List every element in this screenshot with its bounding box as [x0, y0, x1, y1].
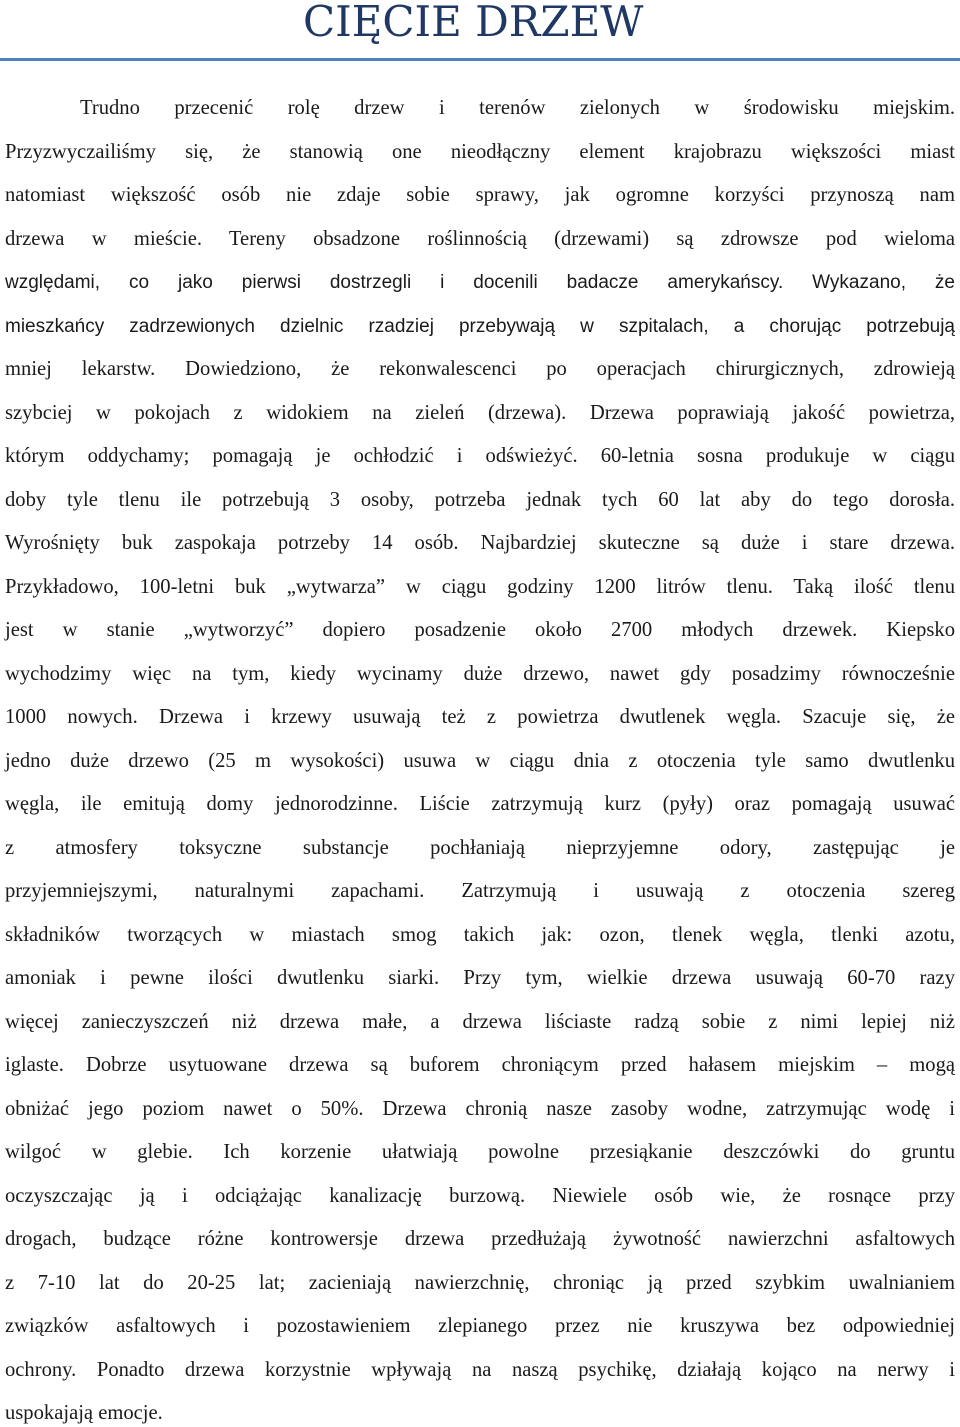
text-line: 1000 nowych. Drzewa i krzewy usuwają też z powietrza dwutlenek węgla. Szacuje się, że	[5, 706, 955, 728]
text-line: przyjemniejszymi, naturalnymi zapachami. Zatrzymują i usuwają z otoczenia szereg	[5, 880, 955, 902]
text-line: oczyszczając ją i odciążając kanalizację burzową. Niewiele osób wie, że rosnące przy	[5, 1184, 955, 1207]
text-line: Przyzwyczailiśmy się, że stanowią one nieodłączny element krajobrazu większości miast	[5, 140, 955, 163]
text-line: jest w stanie „wytworzyć” dopiero posadzenie około 2700 młodych drzewek. Kiepsko	[5, 619, 955, 641]
text-line: z atmosfery toksyczne substancje pochłaniają nieprzyjemne odory, zastępując je	[5, 836, 955, 859]
text-line: składników tworzących w miastach smog takich jak: ozon, tlenek węgla, tlenki azotu,	[5, 923, 955, 946]
text-line: natomiast większość osób nie zdaje sobie sprawy, jak ogromne korzyści przynoszą nam	[5, 184, 955, 206]
text-line: Trudno przecenić rolę drzew i terenów zielonych w środowisku miejskim.	[80, 97, 955, 119]
text-line: z 7-10 lat do 20-25 lat; zacieniają nawierzchnię, chroniąc ją przed szybkim uwalnianiem	[5, 1271, 955, 1294]
text-line: węgla, ile emitują domy jednorodzinne. Liście zatrzymują kurz (pyły) oraz pomagają usuwać	[5, 793, 955, 815]
text-line: amoniak i pewne ilości dwutlenku siarki. Przy tym, wielkie drzewa usuwają 60-70 razy	[5, 967, 955, 989]
text-line: iglaste. Dobrze usytuowane drzewa są buforem chroniącym przed hałasem miejskim – mogą	[5, 1054, 955, 1076]
text-line: drzewa w mieście. Tereny obsadzone roślinnością (drzewami) są zdrowsze pod wieloma	[5, 227, 955, 250]
text-line: jedno duże drzewo (25 m wysokości) usuwa w ciągu dnia z otoczenia tyle samo dwutlenku	[5, 749, 955, 772]
text-line: więcej zanieczyszczeń niż drzewa małe, a drzewa liściaste radzą sobie z nimi lepiej niż	[5, 1010, 955, 1033]
text-line: drogach, budzące różne kontrowersje drzewa przedłużają żywotność nawierzchni asfaltowych	[5, 1228, 955, 1250]
text-line: uspokajają emocje.	[5, 1402, 163, 1424]
text-line: szybciej w pokojach z widokiem na zieleń (drzewa). Drzewa poprawiają jakość powietrza,	[5, 401, 955, 424]
document-title: CIĘCIE DRZEW	[303, 0, 644, 46]
text-line: którym oddychamy; pomagają je ochłodzić i odświeżyć. 60-letnia sosna produkuje w ciągu	[5, 445, 955, 467]
text-line: Wyrośnięty buk zaspokaja potrzeby 14 osób. Najbardziej skuteczne są duże i stare drzewa.	[5, 532, 955, 554]
text-line: związków asfaltowych i pozostawieniem zlepianego przez nie kruszywa bez odpowiedniej	[5, 1315, 955, 1337]
text-line: ochrony. Ponadto drzewa korzystnie wpływają na naszą psychikę, działają kojąco na nerwy i	[5, 1358, 955, 1381]
text-line: względami, co jako pierwsi dostrzegli i docenili badacze amerykańscy. Wykazano, że	[5, 272, 955, 293]
title-underline	[0, 58, 960, 61]
text-line: mieszkańcy zadrzewionych dzielnic rzadziej przebywają w szpitalach, a chorując potrzebują	[5, 315, 955, 337]
text-line: wychodzimy więc na tym, kiedy wycinamy duże drzewo, nawet gdy posadzimy równocześnie	[5, 662, 955, 685]
text-line: Przykładowo, 100-letni buk „wytwarza” w ciągu godziny 1200 litrów tlenu. Taką ilość tlenu	[5, 575, 955, 598]
text-line: wilgoć w glebie. Ich korzenie ułatwiają powolne przesiąkanie deszczówki do gruntu	[5, 1141, 955, 1163]
body-paragraph	[5, 87, 955, 1427]
text-line: obniżać jego poziom nawet o 50%. Drzewa chronią nasze zasoby wodne, zatrzymując wodę i	[5, 1097, 955, 1120]
text-line: doby tyle tlenu ile potrzebują 3 osoby, potrzeba jednak tych 60 lat aby do tego dorosła.	[5, 488, 955, 511]
text-line: mniej lekarstw. Dowiedziono, że rekonwalescenci po operacjach chirurgicznych, zdrowieją	[5, 358, 955, 380]
